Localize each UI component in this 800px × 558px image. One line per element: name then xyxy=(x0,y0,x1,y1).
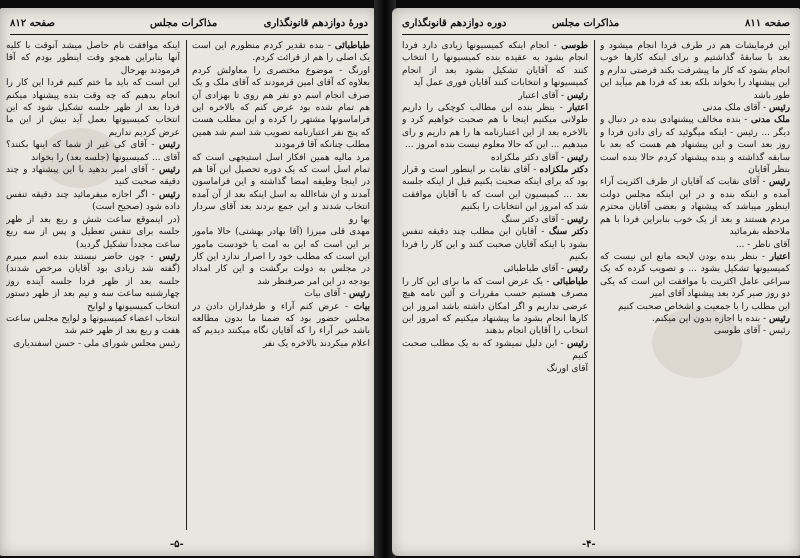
paragraph xyxy=(6,214,180,251)
paragraph xyxy=(6,338,180,350)
speech-text: این فرمایشات هم در طرف فردا انجام میشود و بعد با سابقهٔ گذاشتیم و برای اینکه کارها خوب انجام بشود که کار ما پیشرفت بکند فرصتی ندارم و این پیشنهاد را بخواند بلکه بعد که فردا هم میآید این طور باشد xyxy=(600,41,790,101)
speaker-name: بیات xyxy=(353,301,370,312)
speech-text: - این دلیل نمیشود که به یک مطلب صحبت کنیم xyxy=(402,338,588,362)
speech-text: اورنگ - موضوع مختصری را معاولش کردم بعلاوه که آقای امین قرمودند که آقای ملک و یک صرف انجام اسم دو نفر هم روی تا بهزادی آن هم تمام شده بود عرض کنم که بالاخره این فراماسونها مشتهر را کرده و این مطلب هست که پنج نفر اعتبارنامه تصویب شد اسم شد همین مطلب چنانکه آقا قرمودند xyxy=(192,65,370,151)
right-page-header xyxy=(402,18,790,35)
speaker-name: رئیس xyxy=(158,251,180,262)
speech-text: - آقای دکتر سنگ xyxy=(501,214,565,225)
speech-text: - بنده مخالف پیشنهادی بنده در دنبال و دیگر ... رئیس - اینکه میگوئید که رای دادن فردا و روز بعد است و این پیشنهاد هم هست که بعد با سابقه گذاشته و بنده پیشنهاد کردم حالا بنده است بنظر آقایان xyxy=(600,115,790,176)
speech-text: اینکه موافقت نام حاصل میشد آنوقت با کلیه آنها بنابراین همچو وقت اینطور بودم که آقا فرمودند بهرحال xyxy=(6,41,180,76)
speech-text: - عرض کنم آراء و طرفداران دادن در مجلس حضور بود که ضمنا ما بدون مطالعه باشد خبر آراء را که آقایان نگاه میکنند دیدیم که اعلام میکردند بالاخره یک نفر xyxy=(192,301,370,349)
left-page-session: دورهٔ دوازدهم قانونگذاری xyxy=(263,18,368,29)
speaker-name: رئیس xyxy=(566,264,588,275)
paragraph xyxy=(402,102,588,152)
paragraph xyxy=(600,176,790,238)
speech-text: - یک عرض است که ما برای این کار را مصرف هستیم حسب مقررات و آئین نامه هیچ عرضی نداریم و اگر امکان داشته باشد امروز این کارها انجام بشود ما پیشنهاد میکنیم که امروز این انتخاب را آقایان انجام بدهند xyxy=(402,276,588,337)
speaker-name: طوسی xyxy=(561,41,588,51)
speech-text: - انجام اینکه کمیسیونها زیادی دارد فردا انجام بشود به عقیده بنده کمیسیونها را انتخاب کنند که آقایان تشکیل بشود بعد از انجام کمیسیونها و انتخابات کنند آقایان فوری عمل آید xyxy=(402,41,588,89)
speaker-name: رئیس xyxy=(566,90,588,101)
paragraph xyxy=(402,338,588,363)
speech-text: آقای اورنگ xyxy=(546,363,588,374)
paragraph xyxy=(192,226,370,288)
left-page-number: صفحه ۸۱۲ xyxy=(10,18,55,29)
speaker-name: طباطبائی xyxy=(334,41,370,51)
speech-text: - آقای امیر بدهید با این پیشنهاد و چند دقیقه صحبت کنید xyxy=(6,165,180,188)
speech-text: انتخاب اعضاء کمیسیونها و لوایح مجلس ساعت هفت و ربع بعد از ظهر ختم شد xyxy=(6,313,180,337)
paragraph xyxy=(600,313,790,325)
paragraph xyxy=(600,114,790,176)
paragraph xyxy=(192,288,370,300)
speech-text: - بنده تقدیر کردم منظورم این است یک اصلی را هم از قرائت کردم. xyxy=(192,41,370,64)
speaker-name: رئیس xyxy=(566,152,588,163)
speaker-name: اعتبار xyxy=(769,251,790,262)
speech-text: - آقای ملک مدنی xyxy=(702,103,767,114)
column-divider xyxy=(186,40,187,530)
paragraph xyxy=(6,139,180,164)
speech-text: - آقای کی غیر از شما که اینها بکنند؟ آقای ... کمیسیونها (جلسه بعد) را بخواند xyxy=(6,140,180,163)
speech-text: - آقای طباطبائی xyxy=(503,264,565,275)
paragraph xyxy=(402,164,588,214)
speech-text: - آقای نقابت بر اینطور است و قرار بود که برای اینکه صحبت بکنیم قبل از اینکه جلسه بعد ... کمیسیون این است که با آقایان موافقت شد که امروز این انتخابات را بکنیم xyxy=(402,165,588,213)
speech-text: - آقای بیات xyxy=(304,289,347,300)
speech-text: این است که باید ما ختم کنیم فردا این کار را انجام بدهیم که چه وقت بنده پیشنهاد میکنم فردا بعد از ظهر جلسه تشکیل شود که این انتخاب کمیسیونها بعمل آید بیش از این ما عرض کردیم نداریم xyxy=(6,78,180,138)
speaker-name: اعتبار xyxy=(567,103,588,114)
speech-text: - بنظر بنده این مطالب کوچکی را داریم طولانی میکنیم اینجا با هم صحبت خواهیم کرد و بالاخره بعد از این اعتبارنامه ها را هم داریم و رای میدهیم ... این که حالا معلوم نیست بنده امروز ... xyxy=(402,103,588,151)
paragraph xyxy=(600,251,790,301)
right-page xyxy=(392,8,800,556)
column-divider xyxy=(594,40,595,530)
paragraph xyxy=(600,301,790,313)
speech-text: رئیس - آقای طوسی xyxy=(713,326,790,337)
left-page-footer: -۵- xyxy=(170,539,184,550)
paragraph xyxy=(402,40,588,90)
paragraph xyxy=(402,152,588,164)
speech-text: - چون حاضر نیستند بنده اسم میبرم (گفته شد زیادی بود آقایان مرخص شدند) جلسه بعد از ظهر فردا جلسه آینده روز چهارشنبه ساعت سه و نیم بعد از ظهر دستور انتخاب کمیسیونها و لوایح xyxy=(6,251,180,312)
speech-text: - آقای اعتبار xyxy=(518,90,565,101)
speaker-name: رئیس xyxy=(158,140,180,151)
speaker-name: رئیس xyxy=(158,165,180,176)
speaker-name: طباطبائی xyxy=(552,276,588,287)
left-page-title: مذاکرات مجلس xyxy=(150,18,218,29)
speech-text: - بنده با اجازه بدون این میکنم. xyxy=(651,313,767,324)
paragraph xyxy=(600,102,790,114)
paragraph xyxy=(6,251,180,313)
speaker-name: رئیس xyxy=(768,313,790,324)
left-page-header xyxy=(10,18,368,35)
paragraph xyxy=(192,65,370,152)
speech-text: مرد مالیه همین افکار اسل استیجهی است که تمام اسل است که یک دوره تحصیل این آقا هم در اینجا وظیفه امضا گذاشته و این فراماسون آمدند و ان شاءالله به اسل اینکه بعد از آن آمده انتخاب شدند و این جمع بردند بعد آقای سردار بها رو xyxy=(192,152,370,225)
right-page-session: دوره دوازدهم قانونگذاری xyxy=(402,18,507,29)
paragraph xyxy=(192,40,370,65)
paragraph xyxy=(6,313,180,338)
paragraph xyxy=(402,363,588,375)
speaker-name: دکتر سنگ xyxy=(548,227,588,238)
paragraph xyxy=(402,263,588,275)
right-page-column-left xyxy=(402,40,588,530)
paragraph xyxy=(192,152,370,226)
paragraph xyxy=(402,276,588,338)
paragraph xyxy=(600,40,790,102)
paragraph xyxy=(402,214,588,226)
paragraph xyxy=(402,90,588,102)
right-page-column-right xyxy=(600,40,790,530)
speaker-name: رئیس xyxy=(348,289,370,300)
right-page-number: صفحه ۸۱۱ xyxy=(745,18,790,29)
speech-text: - آقای نقابت که آقایان از طرف اکثریت آراء آمده و اینکه بنده و در این اینکه مجلس دولت اینطور میباشد که پیشنهاد و بعضی آقایان محترم مردم هستند و بعد از یک خوب بنابراین فردا با هم ملاحظه بفرمائید xyxy=(600,177,790,238)
speaker-name: ملک مدنی xyxy=(750,115,790,126)
right-page-footer: -۴- xyxy=(582,539,596,550)
speech-text: - اگر اجازه میفرمائید چند دقیقه تنفس داده شود (صحیح است) xyxy=(6,189,180,213)
speech-text: این مطلب را با جمعیت و اشخاص صحبت کنیم xyxy=(617,301,790,312)
speaker-name: رئیس xyxy=(566,214,588,225)
paragraph xyxy=(6,40,180,77)
speech-text: - بنظر بنده بودن لایحه مانع این نیست که کمیسیونها تشکیل بشود ... و تصویب کرده که یک سراغی عامل اکثریت با موافقت این است که یکی دو روز صبر کرد بعد پیشنهاد آقای امیر xyxy=(600,251,790,300)
paragraph xyxy=(600,325,790,337)
paragraph xyxy=(6,164,180,189)
left-page-column-right xyxy=(192,40,370,530)
speaker-name: رئیس xyxy=(158,189,180,200)
speech-text: مهدی قلی میرزا (آقا بهادر بهشتی) حالا مامور بر این است که این به امت یا خودست مامور این است که مطلب خود را اصرار ندارد این کار در مجلس به دولت برگشت و این کار امداد بودجه در این امر صرفنظر شد xyxy=(192,227,370,287)
left-page xyxy=(0,8,378,556)
speaker-name: رئیس xyxy=(566,338,588,349)
speech-text: رئیس مجلس شورای ملی - حسن اسفندیاری xyxy=(13,338,180,349)
speaker-name: رئیس xyxy=(768,177,790,188)
left-page-column-left xyxy=(6,40,180,530)
paragraph xyxy=(600,239,790,251)
speaker-name: دکتر ملکزاده xyxy=(539,165,588,176)
paragraph xyxy=(402,226,588,263)
speaker-name: رئیس xyxy=(768,103,790,114)
right-page-title: مذاکرات مجلس xyxy=(552,18,620,29)
speech-text: (در اینموقع ساعت شش و ربع بعد از ظهر جلسه برای تنفس تعطیل و پس از سه ربع ساعت مجدداً تشکیل گردید) xyxy=(6,214,180,250)
paragraph xyxy=(6,189,180,214)
paragraph xyxy=(192,301,370,351)
speech-text: - آقایان این مطلب چند دقیقه تنفس بشود با اینکه آقایان صحبت کنند و این کار را فردا بکنیم xyxy=(402,227,588,262)
paragraph xyxy=(6,77,180,139)
speech-text: آقای ناظر - ... xyxy=(735,239,790,250)
speech-text: - آقای دکتر ملکزاده xyxy=(490,152,565,163)
